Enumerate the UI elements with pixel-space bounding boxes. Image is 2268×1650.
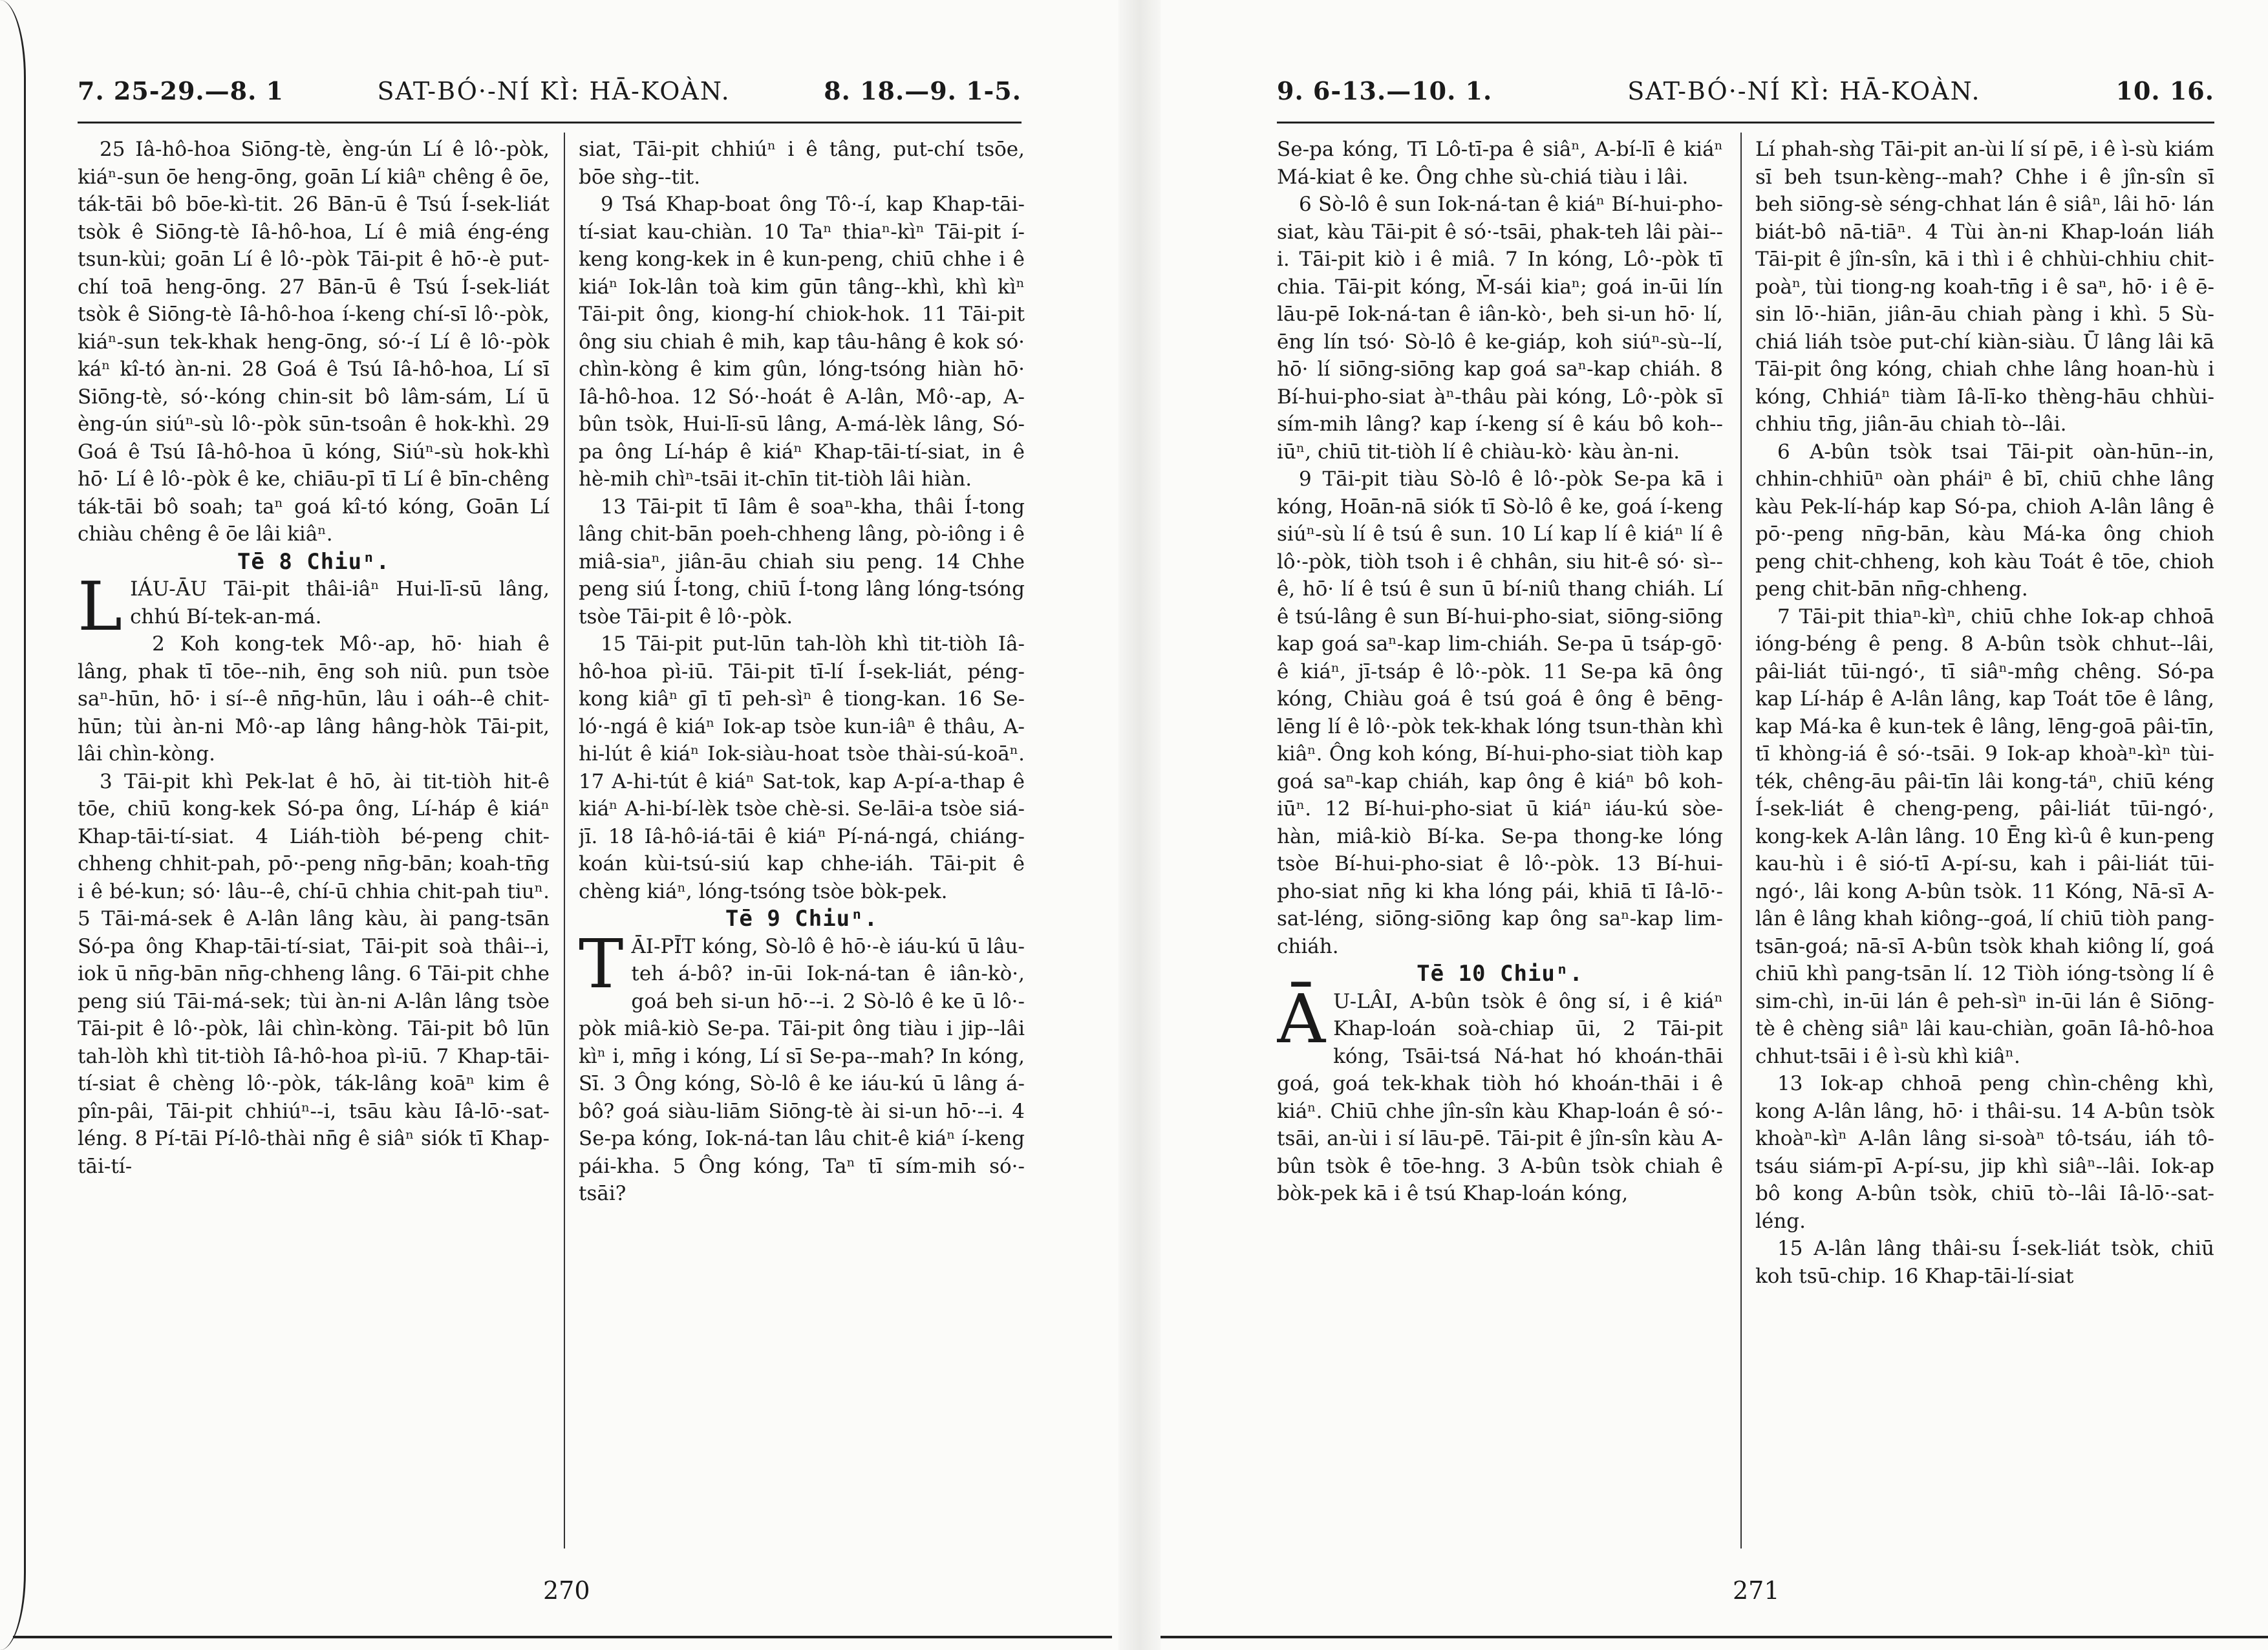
drop-cap: L [78, 567, 123, 646]
chapter-opening [1277, 979, 1723, 1208]
verse-paragraph: 7 Tāi-pit thiaⁿ-kìⁿ, chiū chhe Iok-ap chhoā ióng-béng ê peng. 8 A-bûn tsòk chhut--lâi, pâi-liát tūi-ngó·, tī siâⁿ-mn̂g chêng. Só-pa kap Lí-háp ê A-lân lâng, kap Toát tōe ê lâng, kap Má-ka ê kun-tek ê lâng, lēng-goā pâi-tīn, tī khòng-iá ê só·-tsāi. 9 Iok-ap khoàⁿ-kìⁿ tùi-ték, chêng-āu pâi-tīn lâi kong-táⁿ, chiū kéng Í-sek-liát ê cheng-peng, pâi-liát tūi-ngó·, kong-kek A-lân lâng. 10 Ēng kì-û ê kun-peng kau-hù i ê sió-tī A-pí-su, kah i pâi-liát tūi-ngó·, lâi kong A-bûn tsòk. 11 Kóng, Nā-sī A-lân ê lâng khah kiông--goá, lí chiū tiòh pang-tsān-goá; nā-sī A-bûn tsòk khah kiông lí, goá chiū khì pang-tsān lí. 12 Tiòh ióng-tsòng lí ê sim-chì, in-ūi lán ê peh-sìⁿ in-ūi lán ê Siōng-tè ê chèng siâⁿ lâi kau-chiàn, goān Iâ-hô-hoa chhut-tsāi i ê ì-sù khì kiâⁿ. [1755, 605, 2214, 1068]
header-ref-start: 7. 25-29.—8. 1 [78, 76, 284, 105]
header-title: SAT-BÓ·-NÍ KÌ: HĀ-KOÀN. [1627, 77, 1981, 105]
page-number-left: 270 [543, 1576, 590, 1605]
header-ref-end: 10. 16. [2115, 76, 2214, 105]
verse-paragraph: Lí phah-sǹg Tāi-pit an-ùi lí sí pē, i ê ì-sù kiám sī beh tsun-kèng--mah? Chhe i ê jîn-sîn sī beh siōng-sè séng-chhat lán ê siâⁿ, lâi hō· lán biát-bô nā-tiāⁿ. 4 Tùi àn-ni Khap-loán liáh Tāi-pit ê jîn-sîn, kā i thì i ê chhùi-chhiu chit-poàⁿ, tùi tiong-ng koah-tn̄g i ê saⁿ, hō· i ê ē-sin lō·-hiān, jiân-āu chiah pàng i khì. 5 Sù-chiá liáh tsòe put-chí kiàn-siàu. Ū lâng lâi kā Tāi-pit ông kóng, chiah chhe lâng hoan-hù i kóng, Chhiáⁿ tiàm Iâ-lī-ko thèng-hāu chhùi-chhiu tn̄g, jiân-āu chiah tò--lâi. [1755, 138, 2214, 436]
page-number-right: 271 [1733, 1576, 1780, 1605]
chapter-heading-8: Tē 8 Chiuⁿ. [237, 548, 390, 575]
running-header-left [78, 76, 1022, 123]
verse-paragraph: 6 Sò-lô ê sun Iok-ná-tan ê kiáⁿ Bí-hui-pho-siat, kàu Tāi-pit ê só·-tsāi, phak-teh lâi pài--i. Tāi-pit kiò i ê miâ. 7 In kóng, Lô·-pòk tī chia. Tāi-pit kóng, M̄-sái kiaⁿ; goá in-ūi lín lāu-pē Iok-ná-tan ê iân-kò·, beh si-un hō· lí, ēng lín tsó· Sò-lô ê ke-giáp, koh siúⁿ-sù--lí, hō· lí siōng-siōng kap goá saⁿ-kap chiáh. 8 Bí-hui-pho-siat àⁿ-thâu pài kóng, Lô·-pòk sī sím-mih lâng? kap í-keng sí ê káu bô koh--iūⁿ, chiū tit-tiòh lí ê chiàu-kò· kàu àn-ni. [1277, 193, 1723, 464]
verse-paragraph: 6 A-bûn tsòk tsai Tāi-pit oàn-hūn--in, chhin-chhiūⁿ oàn pháiⁿ ê bī, chiū chhe lâng kàu Pek-lí-háp kap Só-pa, chioh A-lân lâng ê pō·-peng nn̄g-bān, kàu Má-ka ông chioh peng chit-chheng, koh kàu Toát ê tōe, chioh peng chit-bān nn̄g-chheng. [1755, 440, 2214, 601]
bottom-edge-line [13, 1636, 1112, 1638]
verse-paragraph: siat, Tāi-pit chhiúⁿ i ê tâng, put-chí tsōe, bōe sǹg--tit. [579, 138, 1025, 189]
verse-paragraph: 15 A-lân lâng thâi-su Í-sek-liát tsòk, chiū koh tsū-chip. 16 Khap-tāi-lí-siat [1755, 1237, 2214, 1288]
verse-paragraph: 2 Koh kong-tek Mô·-ap, hō· hiah ê lâng, phak tī tōe--nih, ēng soh niû. pun tsòe saⁿ-hūn, hō· i sí--ê nn̄g-hūn, lâu i oáh--ê chit-hūn; tùi àn-ni Mô·-ap lâng hâng-hòk Tāi-pit, lâi chìn-kòng. [78, 632, 550, 766]
right-page [1161, 0, 2268, 1650]
chapter-heading-10: Tē 10 Chiuⁿ. [1417, 961, 1583, 987]
column-divider [1740, 133, 1742, 1548]
chapter-opening [579, 924, 1025, 1208]
book-gutter [1118, 0, 1161, 1650]
left-column-1 [78, 136, 550, 1552]
verse-paragraph: 15 Tāi-pit put-lūn tah-lòh khì tit-tiòh Iâ-hô-hoa pì-iū. Tāi-pit tī-lí Í-sek-liát, péng-kong kiâⁿ gī tī peh-sìⁿ ê tiong-kan. 16 Se-ló·-ngá ê kiáⁿ Iok-ap tsòe kun-iâⁿ ê thâu, A-hi-lút ê kiáⁿ Iok-siàu-hoat tsòe thài-sú-koāⁿ. 17 A-hi-tút ê kiáⁿ Sat-tok, kap A-pí-a-thap ê kiáⁿ A-hi-bí-lèk tsòe chè-si. Se-lāi-a tsòe siá-jī. 18 Iâ-hô-iá-tāi ê kiáⁿ Pí-ná-ngá, chiáng-koán kùi-tsú-siú kap chhe-iáh. Tāi-pit ê chèng kiáⁿ, lóng-tsóng tsòe bòk-pek. [579, 632, 1025, 903]
opening-text: IÁU-ĀU Tāi-pit thâi-iâⁿ Hui-lī-sū lâng, chhú Bí-tek-an-má. [130, 577, 550, 628]
verse-paragraph: 25 Iâ-hô-hoa Siōng-tè, èng-ún Lí ê lô·-pòk, kiáⁿ-sun ōe heng-ōng, goān Lí kiâⁿ chêng ê ōe, ták-tāi bô bōe-kì-tit. 26 Bān-ū ê Tsú Í-sek-liát tsòk ê Siōng-tè Iâ-hô-hoa, Lí ê miâ éng-éng tsun-kùi; goān Lí ê lô·-pòk Tāi-pit ê hō·-è put-chí toā heng-ōng. 27 Bān-ū ê Tsú Í-sek-liát tsòk ê Siōng-tè Iâ-hô-hoa í-keng chí-sī lô·-pòk, kiáⁿ-sun tek-khak heng-ōng, só·-í Lí ê lô·-pòk káⁿ kî-tó àn-ni. 28 Goá ê Tsú Iâ-hô-hoa, Lí sī Siōng-tè, só·-kóng chin-sit bô lâm-sám, Lí ū èng-ún siúⁿ-sù lô·-pòk sūn-tsoân ê hok-khì. 29 Goá ê Tsú Iâ-hô-hoa ū kóng, Siúⁿ-sù hok-khì hō· Lí ê lô·-pòk ê ke, chiāu-pī tī Lí ê bīn-chêng ták-tāi bô soah; taⁿ goá kî-tó kóng, Goān Lí chiàu chêng ê ōe lâi kiâⁿ. [78, 138, 550, 546]
right-column-1 [1277, 136, 1723, 1552]
header-ref-end: 8. 18.—9. 1-5. [824, 76, 1022, 105]
verse-paragraph: 13 Iok-ap chhoā peng chìn-chêng khì, kong A-lân lâng, hō· i thâi-su. 14 A-bûn tsòk khoàⁿ-kìⁿ A-lân lâng si-soàⁿ tô-tsáu, iáh tô-tsáu siám-pī A-pí-su, jip khì siâⁿ--lâi. Iok-ap bô kong A-bûn tsòk, chiū tò--lâi Iâ-lō·-sat-léng. [1755, 1072, 2214, 1233]
header-ref-start: 9. 6-13.—10. 1. [1277, 76, 1493, 105]
verse-paragraph: 3 Tāi-pit khì Pek-lat ê hō, ài tit-tiòh hit-ê tōe, chiū kong-kek Só-pa ông, Lí-háp ê kiáⁿ Khap-tāi-tí-siat. 4 Liáh-tiòh bé-peng chit-chheng chhit-pah, pō·-peng nn̄g-bān; koah-tn̄g i ê bé-kun; só· lâu--ê, chí-ū chhia chit-pah tiuⁿ. 5 Tāi-má-sek ê A-lân lâng kàu, ài pang-tsān Só-pa ông Khap-tāi-tí-siat, Tāi-pit soà thâi--i, iok ū nn̄g-bān nn̄g-chheng lâng. 6 Tāi-pit chhe peng siú Tāi-má-sek; tùi àn-ni A-lân lâng tsòe Tāi-pit ê lô·-pòk, lâi chìn-kòng. Tāi-pit bô lūn tah-lòh khì tit-tiòh Iâ-hô-hoa pì-iū. 7 Khap-tāi-tí-siat ê chèng lô·-pòk, ták-lâng koāⁿ kim ê pîn-pâi, Tāi-pit chhiúⁿ--i, tsāu kàu Iâ-lō·-sat-léng. 8 Pí-tāi Pí-lô-thài nn̄g ê siâⁿ siók tī Khap-tāi-tí- [78, 769, 550, 1178]
left-page [0, 0, 1118, 1650]
verse-paragraph: 13 Tāi-pit tī Iâm ê soaⁿ-kha, thâi Í-tong lâng chit-bān poeh-chheng lâng, pò-iông i ê miâ-siaⁿ, jiân-āu chiah siu peng. 14 Chhe peng siú Í-tong, chiū Í-tong lâng lóng-tsóng tsòe Tāi-pit ê lô·-pòk. [579, 495, 1025, 628]
column-divider [564, 133, 565, 1548]
right-column-2 [1755, 136, 2214, 1552]
chapter-opening [78, 567, 550, 646]
left-column-2 [579, 136, 1025, 1552]
running-header-right [1277, 76, 2214, 123]
bottom-edge-line [1161, 1636, 2268, 1638]
verse-paragraph: 9 Tāi-pit tiàu Sò-lô ê lô·-pòk Se-pa kā i kóng, Hoān-nā siók tī Sò-lô ê ke, goá í-keng siúⁿ-sù lí ê tsú ê sun. 10 Lí kap lí ê kiáⁿ lí ê lô·-pòk, tiòh tsoh i ê chhân, siu hit-ê só· sì--ê, hō· lí ê tsú ê sun ū bí-niû thang chiáh. Lí ê tsú-lâng ê sun Bí-hui-pho-siat, siōng-siōng kap goá saⁿ-kap lim-chiáh. Se-pa ū tsáp-gō· ê kiáⁿ, jī-tsáp ê lô·-pòk. 11 Se-pa kā ông kóng, Chiàu goá ê tsú goá ê ông ê bēng-lēng lí ê lô·-pòk tek-khak lóng tsun-thàn khì kiâⁿ. Ông koh kóng, Bí-hui-pho-siat tiòh kap goá saⁿ-kap chiáh, kap ông ê kiáⁿ bô koh-iūⁿ. 12 Bí-hui-pho-siat ū kiáⁿ iáu-kú sòe-hàn, miâ-kiò Bí-ka. Se-pa thong-ke lóng tsòe Bí-hui-pho-siat ê lô·-pòk. 13 Bí-hui-pho-siat nn̄g ki kha lóng pái, khiā tī Iâ-lō·-sat-léng, siōng-siōng kap ông saⁿ-kap lim-chiáh. [1277, 467, 1723, 958]
verse-paragraph: 9 Tsá Khap-boat ông Tô·-í, kap Khap-tāi-tí-siat kau-chiàn. 10 Taⁿ thiaⁿ-kìⁿ Tāi-pit í-keng kong-kek in ê kun-peng, chiū chhe i ê kiáⁿ Iok-lân toà kim gūn tâng--khì, khì kìⁿ Tāi-pit ông, kiong-hí chiok-hok. 11 Tāi-pit ông siu chiah ê mih, kap tâu-hâng ê kok só· chìn-kòng ê kim gûn, lóng-tsóng hiàn hō· Iâ-hô-hoa. 12 Só·-hoát ê A-lân, Mô·-ap, A-bûn tsòk, Hui-lī-sū lâng, A-má-lèk lâng, Só-pa ông Lí-háp ê kiáⁿ Khap-tāi-tí-siat, in ê hè-mih chìⁿ-tsāi it-chīn tit-tiòh lâi hiàn. [579, 193, 1025, 491]
drop-cap: T [579, 924, 624, 1003]
drop-cap: Ā [1277, 979, 1326, 1058]
opening-text: ĀI-PĪT kóng, Sò-lô ê hō·-è iáu-kú ū lâu-teh á-bô? in-ūi Iok-ná-tan ê iân-kò·, goá beh si-un hō·--i. 2 Sò-lô ê ke ū lô·-pòk miâ-kiò Se-pa. Tāi-pit ông tiàu i jip--lâi kìⁿ i, mn̄g i kóng, Lí sī Se-pa--mah? In kóng, Sī. 3 Ông kóng, Sò-lô ê ke iáu-kú ū lâng á-bô? goá siàu-liām Siōng-tè ài si-un hō·--i. 4 Se-pa kóng, Iok-ná-tan lâu chit-ê kiáⁿ í-keng pái-kha. 5 Ông kóng, Taⁿ tī sím-mih só·-tsāi? [579, 934, 1025, 1205]
header-title: SAT-BÓ·-NÍ KÌ: HĀ-KOÀN. [377, 77, 731, 105]
verse-paragraph: Se-pa kóng, Tī Lô-tī-pa ê siâⁿ, A-bí-lī ê kiáⁿ Má-kiat ê ke. Ông chhe sù-chiá tiàu i lâi. [1277, 138, 1723, 189]
binding-edge [0, 0, 26, 1650]
opening-text: U-LÂI, A-bûn tsòk ê ông sí, i ê kiáⁿ Khap-loán soà-chiap ūi, 2 Tāi-pit kóng, Tsāi-tsá Ná-hat hó khoán-thāi goá, goá tek-khak tiòh hó khoán-thāi i ê kiáⁿ. Chiū chhe jîn-sîn kàu Khap-loán ê só·-tsāi, an-ùi i sí lāu-pē. Tāi-pit ê jîn-sîn kàu A-bûn tsòk ê tōe-hng. 3 A-bûn tsòk chiah ê bòk-pek kā i ê tsú Khap-loán kóng, [1277, 989, 1723, 1205]
chapter-heading-9: Tē 9 Chiuⁿ. [725, 906, 879, 932]
